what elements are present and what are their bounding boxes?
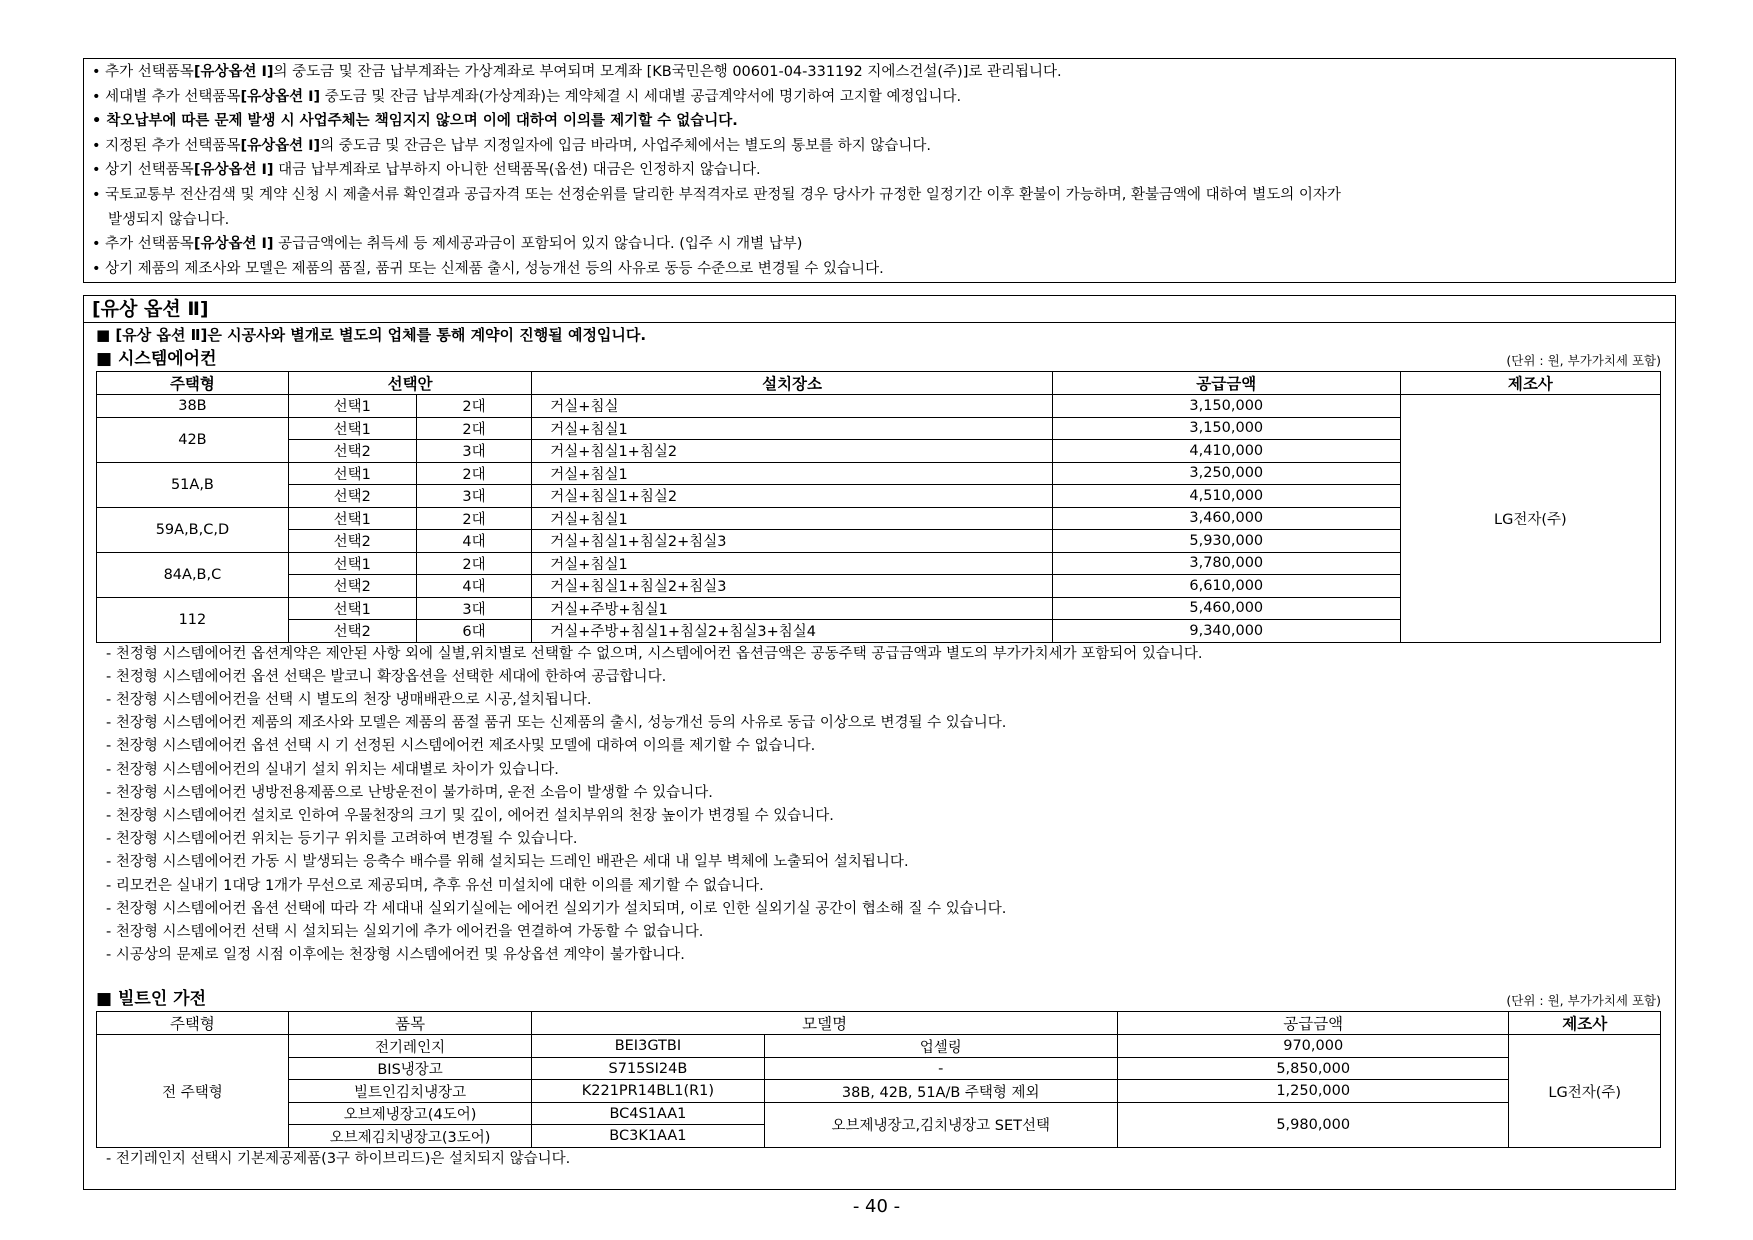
note-line: - 천정형 시스템에어컨 옵션 선택은 발코니 확장옵션을 선택한 세대에 한하여 공급합니다.	[106, 668, 667, 685]
notice-line	[92, 183, 1667, 208]
page-number: - 40 -	[852, 1196, 901, 1217]
model-cell: K221PR14BL1(R1)	[532, 1080, 764, 1103]
table-row	[97, 1035, 1661, 1058]
aircon-header-type: 주택형	[97, 372, 289, 395]
type-cell: 84A,B,C	[97, 552, 289, 597]
builtin-table	[96, 1011, 1661, 1148]
note-line: - 리모컨은 실내기 1대당 1개가 무선으로 제공되며, 추후 유선 미설치에 대한 이의를 제기할 수 없습니다.	[106, 877, 764, 894]
type-cell: 전 주택형	[97, 1035, 289, 1148]
place-cell: 거실+침실1+침실2	[532, 485, 1053, 508]
choice-cell: 선택1	[288, 597, 416, 620]
type-cell: 51A,B	[97, 462, 289, 507]
place-cell: 거실+침실	[532, 395, 1053, 418]
notice-list	[92, 60, 1667, 281]
notice-line	[92, 134, 1667, 159]
price-cell: 9,340,000	[1052, 620, 1400, 643]
qty-cell: 2대	[416, 395, 532, 418]
price-cell: 4,510,000	[1052, 485, 1400, 508]
notice-text: 의 중도금 및 잔금 납부계좌는 가상계좌로 부여되며 모계좌 [KB국민은행 00601-04-331192 지에스건설(주)]로 관리됩니다.	[273, 64, 1062, 80]
notice-line	[92, 257, 1667, 282]
aircon-table	[96, 371, 1661, 643]
qty-cell: 2대	[416, 462, 532, 485]
builtin-note: - 전기레인지 선택시 기본제공제품(3구 하이브리드)은 설치되지 않습니다.	[106, 1150, 571, 1167]
aircon-header-price: 공급금액	[1052, 372, 1400, 395]
notice-bold: [유상옵션 Ⅰ]	[240, 88, 321, 105]
type-cell: 112	[97, 597, 289, 642]
item-cell: 오브제냉장고(4도어)	[288, 1102, 531, 1125]
note-line: - 천장형 시스템에어컨 옵션 선택에 따라 각 세대내 실외기실에는 에어컨 실외기가 설치되며, 이로 인한 실외기실 공간이 협소해 질 수 있습니다.	[106, 900, 1007, 917]
builtin-header-item: 품목	[288, 1012, 531, 1035]
choice-cell: 선택1	[288, 395, 416, 418]
note-line: - 천장형 시스템에어컨 선택 시 설치되는 실외기에 추가 에어컨을 연결하여 가동할 수 없습니다.	[106, 923, 704, 940]
table-row	[97, 1057, 1661, 1080]
notice-text: 의 중도금 및 잔금은 납부 지정일자에 입금 바라며, 사업주체에서는 별도의 통보를 하지 않습니다.	[320, 137, 931, 154]
notice-line	[92, 208, 1667, 233]
price-cell: 1,250,000	[1117, 1080, 1509, 1103]
choice-cell: 선택2	[288, 620, 416, 643]
qty-cell: 6대	[416, 620, 532, 643]
builtin-header-model: 모델명	[532, 1012, 1118, 1035]
choice-cell: 선택1	[288, 507, 416, 530]
notice-line	[92, 85, 1667, 110]
type-cell: 38B	[97, 395, 289, 418]
notice-text: 공급금액에는 취득세 등 제세공과금이 포함되어 있지 않습니다. (입주 시 개별 납부)	[273, 236, 803, 253]
notice-line	[92, 232, 1667, 257]
notice-line	[92, 60, 1667, 85]
model-cell: S715SI24B	[532, 1057, 764, 1080]
price-cell: 4,410,000	[1052, 440, 1400, 463]
choice-cell: 선택1	[288, 462, 416, 485]
place-cell: 거실+침실1	[532, 417, 1053, 440]
notice-text: • 상기 제품의 제조사와 모델은 제품의 품질, 품귀 또는 신제품 출시, 성능개선 등의 사유로 동등 수준으로 변경될 수 있습니다.	[92, 260, 884, 277]
model-cell: BC3K1AA1	[532, 1125, 764, 1148]
notice-text: • 추가 선택품목	[92, 236, 194, 253]
note-line: - 천장형 시스템에어컨 옵션 선택 시 기 선정된 시스템에어컨 제조사및 모델에 대하여 이의를 제기할 수 없습니다.	[106, 738, 816, 755]
type-cell: 59A,B,C,D	[97, 507, 289, 552]
builtin-header-price: 공급금액	[1117, 1012, 1509, 1035]
model-cell: BC4S1AA1	[532, 1102, 764, 1125]
notice-text: • 국토교통부 전산검색 및 계약 신청 시 제출서류 확인결과 공급자격 또는 선정순위를 달리한 부적격자로 판정될 경우 당사가 규정한 일정기간 이후 환불이 가능하며, 환불금액에 대하여 별도의 이자가	[92, 186, 1341, 203]
item-cell: BIS냉장고	[288, 1057, 531, 1080]
qty-cell: 4대	[416, 530, 532, 553]
price-cell: 3,780,000	[1052, 552, 1400, 575]
item-cell: 빌트인김치냉장고	[288, 1080, 531, 1103]
notice-box	[83, 58, 1676, 283]
type-cell: 42B	[97, 417, 289, 462]
note-line: - 시공상의 문제로 일정 시점 이후에는 천장형 시스템에어컨 및 유상옵션 계약이 불가합니다.	[106, 947, 685, 964]
price-cell: 5,460,000	[1052, 597, 1400, 620]
notice-line	[92, 158, 1667, 183]
notice-text: • 지정된 추가 선택품목	[92, 137, 241, 154]
remark-cell: 오브제냉장고,김치냉장고 SET선택	[764, 1102, 1117, 1147]
aircon-notes	[96, 643, 1661, 968]
place-cell: 거실+침실1	[532, 507, 1053, 530]
place-cell: 거실+침실1+침실2	[532, 440, 1053, 463]
notice-bold: [유상옵션 Ⅰ]	[240, 137, 321, 154]
builtin-header-maker: 제조사	[1509, 1012, 1661, 1035]
notice-bold: • 착오납부에 따른 문제 발생 시 사업주체는 책임지지 않으며 이에 대하여 이의를 제기할 수 없습니다.	[92, 113, 738, 130]
qty-cell: 3대	[416, 440, 532, 463]
note-line: - 천장형 시스템에어컨 냉방전용제품으로 난방운전이 불가하며, 운전 소음이 발생할 수 있습니다.	[106, 784, 713, 801]
qty-cell: 4대	[416, 575, 532, 598]
item-cell: 전기레인지	[288, 1035, 531, 1058]
notice-bold: [유상옵션 Ⅰ]	[193, 64, 274, 80]
table-row	[97, 1102, 1661, 1125]
price-cell: 3,250,000	[1052, 462, 1400, 485]
choice-cell: 선택2	[288, 530, 416, 553]
maker-cell: LG전자(주)	[1400, 395, 1660, 643]
notice-bold: [유상옵션 Ⅰ]	[193, 236, 274, 253]
place-cell: 거실+주방+침실1	[532, 597, 1053, 620]
remark-cell: 업셀링	[764, 1035, 1117, 1058]
price-cell: 3,460,000	[1052, 507, 1400, 530]
qty-cell: 3대	[416, 597, 532, 620]
notice-text: • 세대별 추가 선택품목	[92, 88, 241, 105]
notice-text: 발생되지 않습니다.	[108, 211, 230, 228]
model-cell: BEI3GTBI	[532, 1035, 764, 1058]
qty-cell: 2대	[416, 417, 532, 440]
choice-cell: 선택1	[288, 417, 416, 440]
choice-cell: 선택2	[288, 440, 416, 463]
price-cell: 3,150,000	[1052, 395, 1400, 418]
notice-line	[92, 109, 1667, 134]
section-notice: ■ [유상 옵션 Ⅱ]은 시공사와 별개로 별도의 업체를 통해 계약이 진행될 예정입니다.	[96, 326, 647, 344]
note-line: - 천장형 시스템에어컨 가동 시 발생되는 응축수 배수를 위해 설치되는 드레인 배관은 세대 내 일부 벽체에 노출되어 설치됩니다.	[106, 854, 909, 871]
note-line: - 천정형 시스템에어컨 옵션계약은 제안된 사항 외에 실별,위치별로 선택할 수 없으며, 시스템에어컨 옵션금액은 공동주택 공급금액과 별도의 부가가치세가 포함되어 있습니다.	[106, 645, 1203, 662]
place-cell: 거실+침실1	[532, 552, 1053, 575]
builtin-header-type: 주택형	[97, 1012, 289, 1035]
notice-text: 중도금 및 잔금 납부계좌(가상계좌)는 계약체결 시 세대별 공급계약서에 명기하여 고지할 예정입니다.	[320, 88, 962, 105]
paid-option-2-box	[83, 295, 1676, 1190]
choice-cell: 선택2	[288, 485, 416, 508]
aircon-header-maker: 제조사	[1400, 372, 1660, 395]
item-cell: 오브제김치냉장고(3도어)	[288, 1125, 531, 1148]
remark-cell: -	[764, 1057, 1117, 1080]
place-cell: 거실+침실1+침실2+침실3	[532, 575, 1053, 598]
notice-bold: [유상옵션 Ⅰ]	[193, 162, 274, 179]
price-cell: 6,610,000	[1052, 575, 1400, 598]
note-line: - 천장형 시스템에어컨을 선택 시 별도의 천장 냉매배관으로 시공,설치됩니다.	[106, 691, 592, 708]
price-cell: 970,000	[1117, 1035, 1509, 1058]
note-line: - 천장형 시스템에어컨 제품의 제조사와 모델은 제품의 품절 품귀 또는 신제품의 출시, 성능개선 등의 사유로 동급 이상으로 변경될 수 있습니다.	[106, 715, 1007, 732]
aircon-header-choice: 선택안	[288, 372, 531, 395]
builtin-title: ■ 빌트인 가전	[96, 989, 207, 1010]
note-line: - 천장형 시스템에어컨의 실내기 설치 위치는 세대별로 차이가 있습니다.	[106, 761, 559, 778]
table-row	[97, 395, 1661, 418]
place-cell: 거실+주방+침실1+침실2+침실3+침실4	[532, 620, 1053, 643]
qty-cell: 2대	[416, 552, 532, 575]
aircon-title: ■ 시스템에어컨	[96, 349, 217, 369]
aircon-header-place: 설치장소	[532, 372, 1053, 395]
place-cell: 거실+침실1+침실2+침실3	[532, 530, 1053, 553]
qty-cell: 2대	[416, 507, 532, 530]
aircon-unit: (단위 : 원, 부가가치세 포함)	[1506, 353, 1661, 368]
notice-text: • 추가 선택품목	[92, 64, 194, 80]
price-cell: 3,150,000	[1052, 417, 1400, 440]
section-title: [유상 옵션 Ⅱ]	[84, 296, 1675, 323]
price-cell: 5,850,000	[1117, 1057, 1509, 1080]
choice-cell: 선택1	[288, 552, 416, 575]
choice-cell: 선택2	[288, 575, 416, 598]
qty-cell: 3대	[416, 485, 532, 508]
notice-text: 대금 납부계좌로 납부하지 아니한 선택품목(옵션) 대금은 인정하지 않습니다.	[273, 162, 761, 179]
remark-cell: 38B, 42B, 51A/B 주택형 제외	[764, 1080, 1117, 1103]
note-line: - 천장형 시스템에어컨 위치는 등기구 위치를 고려하여 변경될 수 있습니다.	[106, 831, 578, 848]
notice-text: • 상기 선택품목	[92, 162, 194, 179]
price-cell: 5,980,000	[1117, 1102, 1509, 1147]
builtin-unit: (단위 : 원, 부가가치세 포함)	[1506, 993, 1661, 1009]
table-row	[97, 1080, 1661, 1103]
maker-cell: LG전자(주)	[1509, 1035, 1661, 1148]
price-cell: 5,930,000	[1052, 530, 1400, 553]
place-cell: 거실+침실1	[532, 462, 1053, 485]
note-line: - 천장형 시스템에어컨 설치로 인하여 우물천장의 크기 및 깊이, 에어컨 설치부위의 천장 높이가 변경될 수 있습니다.	[106, 807, 834, 824]
